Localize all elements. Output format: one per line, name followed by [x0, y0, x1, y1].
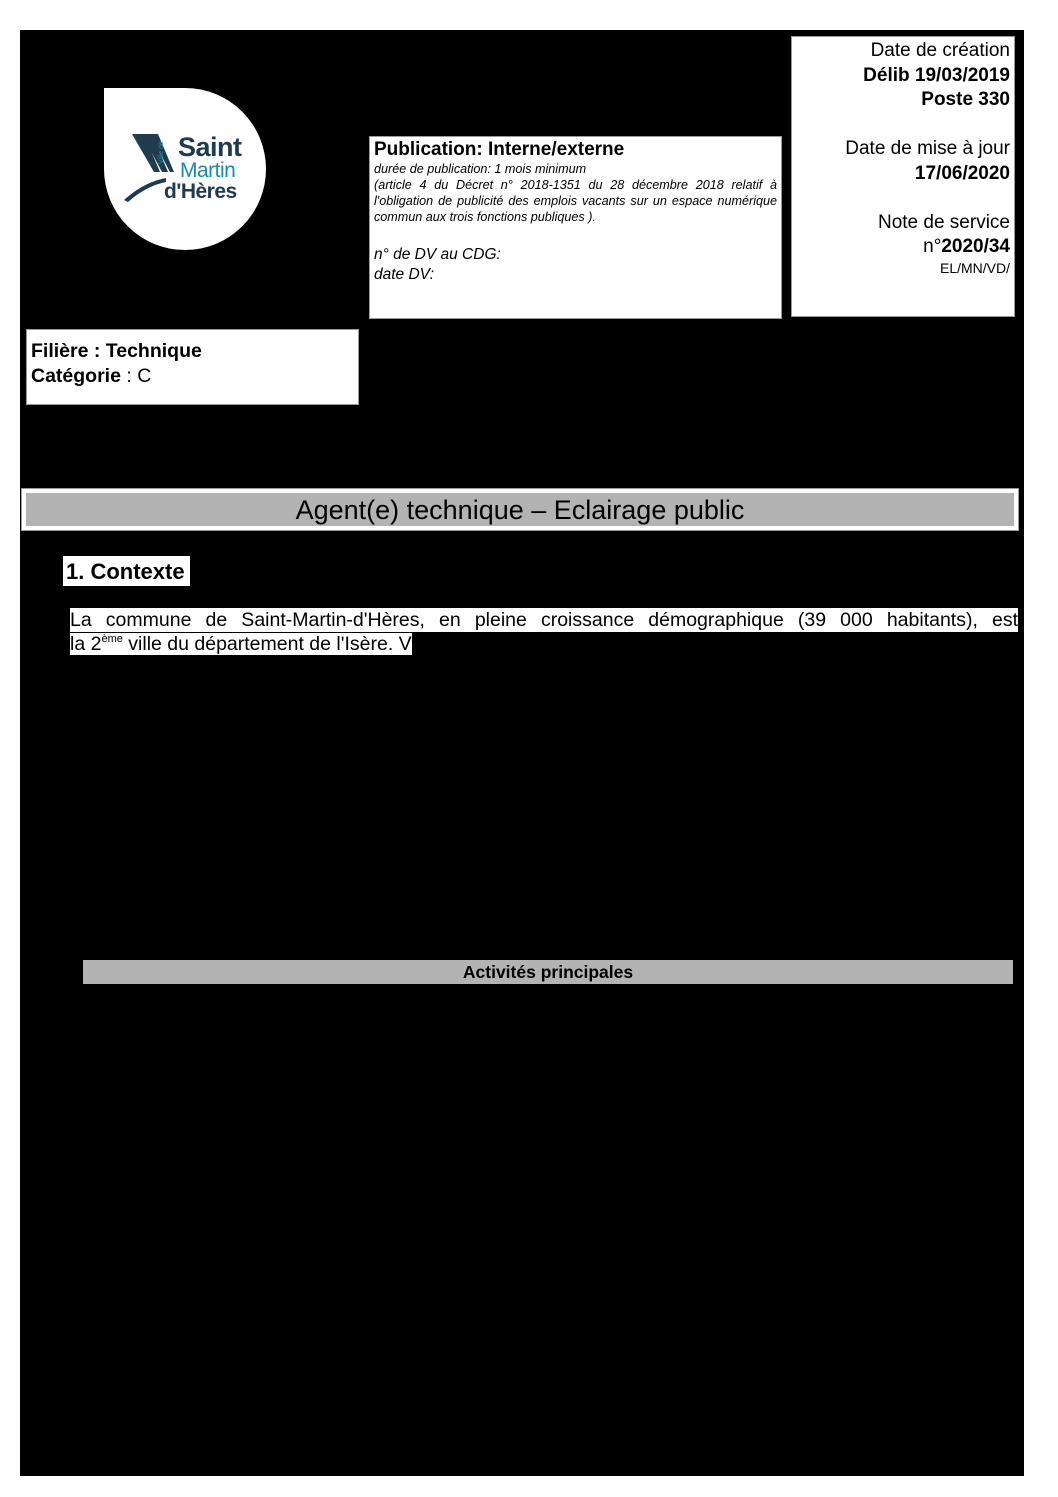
activities-header: Activités principales [83, 960, 1013, 984]
note-label: Note de service [877, 211, 1010, 233]
job-title: Agent(e) technique – Eclairage public [26, 493, 1014, 526]
logo-saint: Saint [178, 132, 242, 162]
context-line-1: La commune de Saint-Martin-d'Hères, en pleine croissance démographique (39 000 habitants), est [70, 609, 1018, 631]
maj-label: Date de mise à jour [845, 138, 1010, 159]
delib-date: Délib 19/03/2019 [863, 64, 1010, 86]
context-paragraph [70, 608, 1018, 656]
job-title-bar [21, 488, 1019, 531]
categorie-line: Catégorie : C [31, 365, 152, 387]
poste-number: Poste 330 [921, 89, 1010, 110]
filiere-box [26, 329, 359, 405]
date-dv-label: date DV: [374, 266, 435, 283]
dates-box [791, 36, 1015, 317]
publication-duree: durée de publication: 1 mois minimum [374, 162, 587, 176]
context-line-2: la 2ème ville du département de l'Isère. V [70, 633, 412, 655]
city-logo [104, 88, 266, 250]
logo-martin: Martin [180, 159, 236, 182]
note-number: n°2020/34 [923, 236, 1010, 257]
dv-cdg-label: n° de DV au CDG: [374, 246, 501, 263]
publication-title: Publication: Interne/externe [374, 139, 625, 160]
publication-box [369, 136, 782, 319]
publication-article: (article 4 du Décret n° 2018-1351 du 28 décembre 2018 relatif à l'obligation de publicité des emplois vacants sur un espace numérique commun aux trois fonctions publiques ). [374, 178, 777, 224]
section-heading-contexte: 1. Contexte [63, 556, 190, 586]
logo-ville-de: Ville de [158, 141, 165, 164]
maj-date: 17/06/2020 [914, 162, 1010, 184]
initials: EL/MN/VD/ [939, 259, 1010, 276]
creation-label: Date de création [870, 40, 1010, 61]
filiere-text: Filière : Technique [31, 340, 202, 362]
logo-heres: d'Hères [164, 180, 237, 203]
